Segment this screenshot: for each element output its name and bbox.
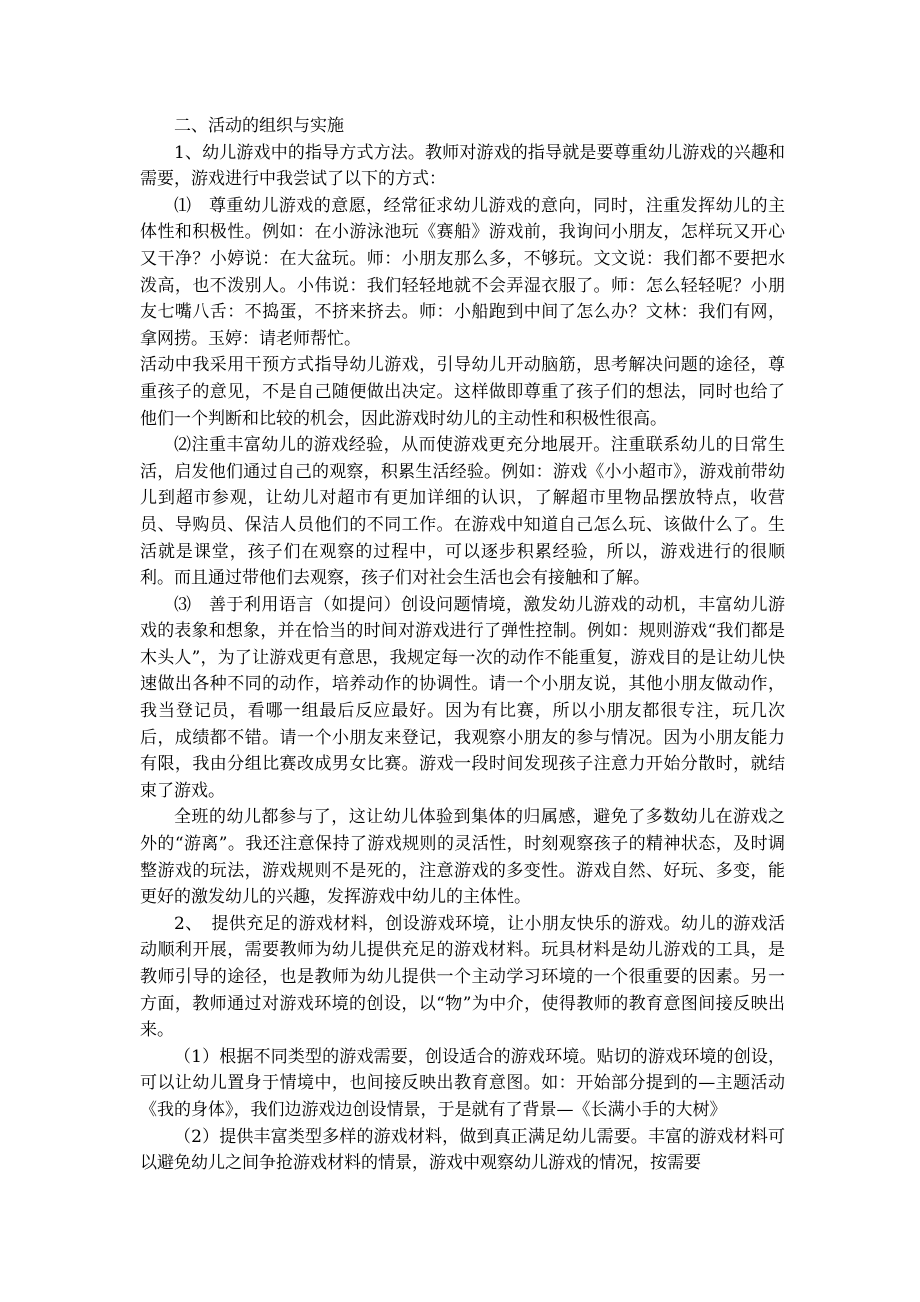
paragraph-intervention: 活动中我采用干预方式指导幼儿游戏，引导幼儿开动脑筋，思考解决问题的途径，尊重孩子的意见，不是自己随便做出决定。这样做即尊重了孩子们的想法，同时也给了他们一个判断和比较的机会，因此游戏时幼儿的主动性和积极性很高。: [140, 355, 785, 429]
paragraph-rich-materials: （2）提供丰富类型多样的游戏材料，做到真正满足幼儿需要。丰富的游戏材料可以避免幼儿之间争抢游戏材料的情景，游戏中观察幼儿游戏的情况，按需要: [140, 1126, 785, 1174]
paragraph-whole-class: 全班的幼儿都参与了，这让幼儿体验到集体的归属感，避免了多数幼儿在游戏之外的“游离”。我还注意保持了游戏规则的灵活性，时刻观察孩子的精神状态，及时调整游戏的玩法，游戏规则不是死的，注意游戏的多变性。游戏自然、好玩、多变，能更好的激发幼儿的兴趣，发挥游戏中幼儿的主体性。: [140, 807, 785, 908]
paragraph-game-experience: ⑵注重丰富幼儿的游戏经验，从而使游戏更充分地展开。注重联系幼儿的日常生活，启发他们通过自己的观察，积累生活经验。例如：游戏《小小超市》，游戏前带幼儿到超市参观，让幼儿对超市有更加详细的认识，了解超市里物品摆放特点，收营员、导购员、保洁人员他们的不同工作。在游戏中知道自己怎么玩、该做什么了。生活就是课堂，孩子们在观察的过程中，可以逐步积累经验，所以，游戏进行的很顺利。而且通过带他们去观察，孩子们对社会生活也会有接触和了解。: [140, 435, 785, 589]
paragraph-guidance-methods: 1、幼儿游戏中的指导方式方法。教师对游戏的指导就是要尊重幼儿游戏的兴趣和需要，游戏进行中我尝试了以下的方式：: [140, 142, 785, 190]
document-page: [140, 113, 785, 1177]
paragraph-game-materials: 2、 提供充足的游戏材料，创设游戏环境，让小朋友快乐的游戏。幼儿的游戏活动顺利开展，需要教师为幼儿提供充足的游戏材料。玩具材料是幼儿游戏的工具，是教师引导的途径，也是教师为幼儿提供一个主动学习环境的一个很重要的因素。另一方面，教师通过对游戏环境的创设，以“物”为中介，使得教师的教育意图间接反映出来。: [140, 913, 785, 1041]
paragraph-respect-wishes: ⑴ 尊重幼儿游戏的意愿，经常征求幼儿游戏的意向，同时，注重发挥幼儿的主体性和积极性。例如：在小游泳池玩《赛船》游戏前，我询问小朋友，怎样玩又开心又干净？小婷说：在大盆玩。师：小朋友那么多，不够玩。文文说：我们都不要把水泼高，也不泼别人。小伟说：我们轻轻地就不会弄湿衣服了。师：怎么轻轻呢？小朋友七嘴八舌：不捣蛋，不挤来挤去。师：小船跑到中间了怎么办？文林：我们有网，拿网捞。玉婷：请老师帮忙。: [140, 195, 785, 349]
paragraph-game-environment: （1）根据不同类型的游戏需要，创设适合的游戏环境。贴切的游戏环境的创设，可以让幼儿置身于情境中，也间接反映出教育意图。如：开始部分提到的—主题活动《我的身体》，我们边游戏边创设情景，于是就有了背景—《长满小手的大树》: [140, 1046, 785, 1120]
section-heading: 二、活动的组织与实施: [174, 116, 344, 136]
paragraph-language-questions: ⑶ 善于利用语言（如提问）创设问题情境，激发幼儿游戏的动机，丰富幼儿游戏的表象和想象，并在恰当的时间对游戏进行了弹性控制。例如：规则游戏“我们都是木头人”，为了让游戏更有意思，我规定每一次的动作不能重复，游戏目的是让幼儿快速做出各种不同的动作，培养动作的协调性。请一个小朋友说，其他小朋友做动作，我当登记员，看哪一组最后反应最好。因为有比赛，所以小朋友都很专注，玩几次后，成绩都不错。请一个小朋友来登记，我观察小朋友的参与情况。因为小朋友能力有限，我由分组比赛改成男女比赛。游戏一段时间发现孩子注意力开始分散时，就结束了游戏。: [140, 594, 785, 801]
